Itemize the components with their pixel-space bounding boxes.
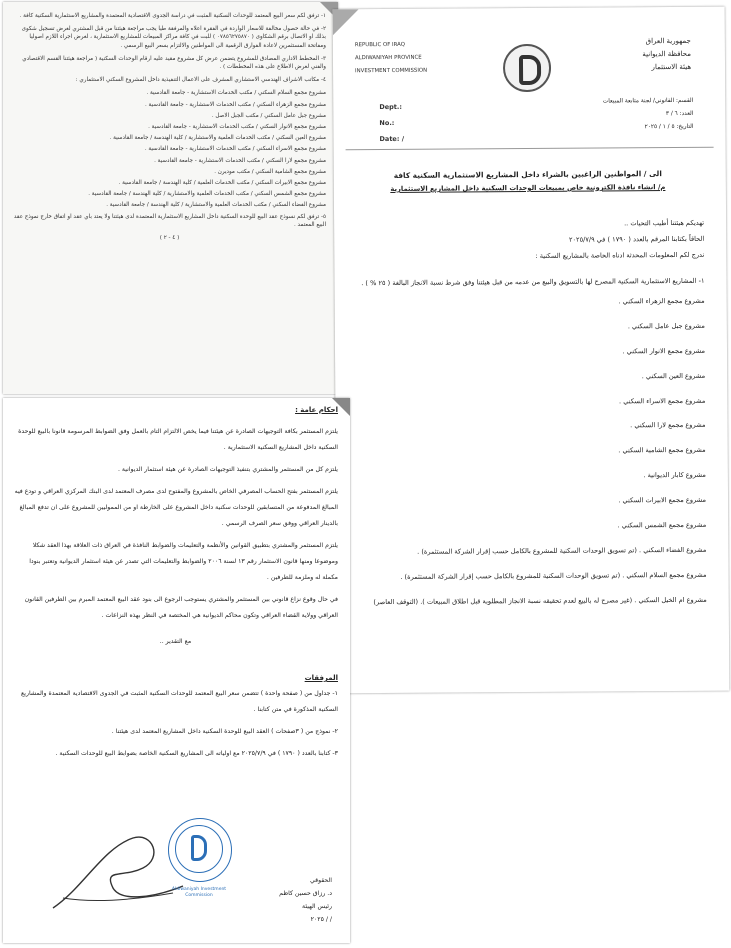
letterhead-line: هيئة الاستثمار [651, 62, 692, 72]
signatory-name: د. رزاق حسين كاظم [279, 890, 332, 897]
letterhead-line: محافظة الديوانية [642, 49, 691, 59]
attachment-item: ٢- نموذج من ( ٣صفحات ) العقد البيع للوحدة السكنية داخل المشاريع المعتمد لدى هيئتنا . [111, 728, 338, 735]
list-item: مشروع الفضاء السكني . (تم تسويق الوحدات السكنية للمشروع بالكامل حسب إقرار الشركة المستثمرة) . [417, 545, 707, 556]
recipient-line: الى / المواطنين الراغبين بالشراء داخل المشاريع الاستثمارية السكنية كافة [393, 169, 662, 180]
list-item: مشروع العين السكني / مكتب الخدمات العلمية والاستشارية / كلية الهندسة / جامعة القادسية . [109, 135, 326, 142]
paragraph: يلتزم المستثمر والمشتري بتطبيق القوانين والأنظمة والتعليمات والضوابط النافذة في العراق ذات العلاقة بهذا العقد شكلا وموضوعا ومنها قانون الاستثمار رقم ١٣ لسنة ٢٠٠٦ والضوابط والتعليمات التي تصدر عن هيئة استثمار الديوانية وتعتبر بنودا مكملة له وملزمة للطرفين . [29, 542, 338, 581]
letterhead-line: INVESTMENT COMMISSION [355, 67, 428, 75]
list-item: مشروع الفضاء السكني / مكتب الخدمات العلمية والاستشارية / كلية الهندسة / جامعة القادسية . [106, 202, 326, 209]
paragraph: ٤- مكاتب الاشراف الهندسي الاستشاري المشرف على الاعمال التنفيذية داخل المشروع السكني الاستثماري : [75, 77, 326, 84]
list-item: مشروع مجمع الشمس السكني / مكتب الخدمات العلمية والاستشارية / كلية الهندسة / جامعة القادسية . [88, 191, 326, 198]
list-item: مشروع مجمع الانوار السكني . [622, 346, 706, 356]
list-item: مشروع مجمع الانوار السكني / مكتب الخدمات الاستشارية - جامعة القادسية . [148, 124, 326, 131]
attachments-heading: المرفقات [304, 674, 338, 682]
date-label: Date: / [379, 134, 405, 144]
paragraph: ٣- المخطط الاداري المصادق للمشروع يتضمن عرض كل مشروع مقيد عليه ارقام الوحدات السكنية ( مراجعة هيئتنا القسم الاقتصادي والفني لغرض الاطلاع على هذه المخططات ) . [22, 55, 326, 71]
number-value: العدد: ٦ / ٣ [665, 110, 694, 118]
signatory-position: رئيس الهيئة [302, 903, 332, 910]
paragraph: ٢- في حالة حصول مخالفة للاسعار الواردة في الفقرة اعلاه والمرفقة طيا يجب مراجعة هيئتنا من قبل المشتري لغرض تسجيل شكوى بذلك او الاتصال برقم الشكاوى ( ٠٧٨٥٦٢٧٥٨٧٠ ) للبت في كافة مراكز المبيعات للمشاريع الاستثمارية ، لغرض اجراء اللازم اصوليا ومفاتحة المستثمرين لاعادة الفوارق الرقمية الى المواطنين والالتزام بسعر البيع الرسمي . [21, 26, 326, 49]
list-item: مشروع مجمع لارا السكني / مكتب الخدمات الاستشارية - جامعة القادسية . [154, 157, 326, 164]
letterhead-english [355, 39, 427, 79]
section-heading: احكام عامة : [295, 406, 338, 414]
divider [346, 147, 714, 151]
list-item: مشروع ام الخيل السكني . (غير مصرح له بالبيع لعدم تحقيقه نسبة الانجاز المطلوبة قبل اطلاق المبيعات ). (التوقف العاصر) [373, 595, 707, 606]
list-item: مشروع مجمع الاسراء السكني . [619, 396, 706, 405]
list-item: مشروع جبل عامل السكني . [627, 321, 705, 331]
reference-fields-arabic [603, 95, 694, 135]
list-item: مشروع كابار الديوانية . [643, 471, 706, 480]
subject-line: م/ انشاء نافذة الكترونية خاص بمبيعات الوحدات السكنية داخل المشاريع الاستثمارية [390, 183, 666, 193]
list-item: مشروع مجمع الشامية السكني / مكتب موديرن . [214, 168, 326, 175]
greeting: تهديكم هيئتنا أطيب التحيات .. [624, 218, 705, 228]
date-value: التاريخ: ٥ / ١ / ٢٠٢٥ [644, 123, 694, 131]
list-item: مشروع مجمع الشمس السكني . [617, 520, 707, 530]
list-item: مشروع مجمع الزهراء السكني / مكتب الخدمات الاستشارية - جامعة القادسية . [144, 101, 326, 108]
dept-label: Dept.: [379, 102, 402, 112]
list-item: مشروع مجمع الاسراء السكني / مكتب الخدمات الاستشارية - جامعة القادسية . [144, 146, 326, 153]
point-1: ١- المشاريع الاستثمارية السكنية المصرح لها بالتسويق والبيع من عدمه من قبل هيئتنا وفق شرط نسبة الانجاز البالغة ( ٢٥ % ) . [361, 276, 705, 288]
dept-value: القسم: القانوني/ لجنة متابعة المبيعات [602, 97, 694, 105]
document-page-1 [333, 7, 730, 694]
letterhead-line: جمهورية العراق [645, 36, 691, 46]
letter-body [352, 167, 707, 621]
stamp-label: Aldiwaniyah Investment Commission [171, 887, 227, 898]
list-item: مشروع مجمع السلام السكني . (تم تسويق الوحدات السكنية للمشروع بالكامل حسب إقرار الشركة المستثمرة) . [400, 570, 707, 581]
signature-block [279, 874, 332, 926]
paragraph: يلتزم المستثمر بكافة التوجيهات الصادرة عن هيئتنا فيما يخص الالتزام التام بالعمل وفق الضوابط المرسومة قانونا بالبيع للوحدة السكنية داخل المشاريع السكنية الاستثمارية . [18, 428, 338, 451]
regards-line: مع التقدير .. [159, 638, 192, 645]
reference-line: الحاقاً بكتابنا المرقم بالعدد ( ١٧٩٠ ) في ٢٠٢٥/٧/٩ [568, 234, 705, 244]
letterhead [343, 15, 716, 100]
paragraph: ١- ترفق لكم سعر البيع المعتمد للوحدات السكنية المثبت في دراسة الجدوى الاقتصادية المعتمدة والمشاريع الاستثمارية السكنية كافة . [19, 13, 326, 19]
attachment-item: ٣- كتابنا بالعدد ( ١٧٩٠ ) في ٢٠٢٥/٧/٩ مع اولياته الى المشاريع السكنية الخاصة بضوابط البيع للوحدات السكنية . [55, 750, 338, 757]
document-page-3 [3, 398, 350, 943]
page-text [13, 12, 326, 242]
signature-date: / / ٢٠٢٥ [310, 916, 332, 923]
intro-line: ندرج لكم المعلومات المحدثة ادناه الخاصة بالمشاريع السكنية : [535, 250, 705, 260]
page-text [13, 406, 338, 768]
letterhead-arabic [642, 35, 691, 74]
project-list [353, 295, 707, 608]
list-item: مشروع مجمع الابيرات السكني . [618, 495, 707, 505]
list-item: مشروع مجمع الابيرات السكني / مكتب الخدمات العلمية / كلية الهندسة / جامعة القادسية . [118, 180, 326, 187]
list-item: مشروع مجمع الزهراء السكني . [618, 296, 705, 306]
list-item: مشروع مجمع السلام السكني / مكتب الخدمات الاستشارية - جامعة القادسية . [146, 90, 326, 97]
list-item: مشروع جبل عامل السكني / مكتب الجبل الاصل . [211, 112, 326, 119]
letterhead-line: ALDIWANIYAH PROVINCE [354, 54, 422, 62]
attachment-item: ١- جداول من ( صفحة واحدة ) تتضمن سعر البيع المعتمد للوحدات السكنية المثبت في الجدوى الاقتصادية المعتمدة والمشاريع السكنية المذكورة في متن كتابنا . [20, 690, 338, 713]
letterhead-line: REPUBLIC OF IRAQ [354, 41, 406, 49]
paragraph: في حال وقوع نزاع قانوني بين المستثمر والمشتري يستوجب الرجوع الى بنود عقد البيع المعتمد المبرم بين الطرفين القانون العراقي وولاية القضاء العراقي وتكون محاكم الديوانية هي المختصة في النظر بهذه النزاعات . [24, 596, 338, 619]
list-item: مشروع مجمع الشامية السكني . [618, 446, 706, 455]
signatory-title: الحقوقي [309, 877, 332, 884]
reference-fields-english [379, 99, 404, 147]
paragraph: ٥- ترفق لكم نسوذج عقد البيع للوحدة السكنية داخل المشاريع الاستثمارية المعتمدة لدى هيئتنا ولا يعتد باي عقد او اتفاق خارج نموذج عقد البيع المعتمد . [13, 213, 326, 228]
page-number: ( ٤ - ٢ ) [159, 235, 180, 242]
list-item: مشروع العين السكني . [641, 371, 706, 380]
document-page-2 [3, 2, 338, 394]
list-item: مشروع مجمع لارا السكني . [630, 421, 706, 430]
paragraph: يلتزم كل من المستثمر والمشتري بتنفيذ التوجيهات الصادرة عن هيئة استثمار الديوانية . [117, 466, 338, 473]
no-label: No.: [379, 118, 395, 128]
official-stamp-icon [168, 818, 232, 882]
paragraph: يلتزم المستثمر بفتح الحساب المصرفي الخاص بالمشروع والمفتوح لدى مصرف المعتمد لدى البنك المركزي العراقي و تودع فيه المبالغ المدفوعة من المتسابقين للوحدات سكنية داخل المشروع على الخارطة او من المموليين للمشروع على ان تدفع المبالغ بالدينار العراقي ووفق سعر الصرف الرسمي . [14, 488, 338, 527]
commission-logo-icon [503, 44, 551, 92]
